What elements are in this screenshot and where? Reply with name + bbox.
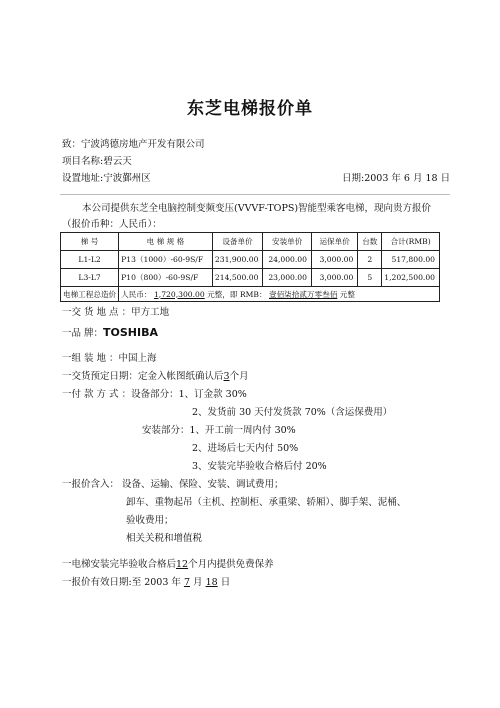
intro-line-2: （报价币种：人民币）：: [62, 219, 162, 230]
install-term-1: 安装部分：1、开工前一周内付 30%: [142, 425, 296, 436]
table-header-row: [61, 233, 440, 251]
total-mid: 元整，即 RMB：: [207, 289, 267, 299]
total-prefix: 人民币：: [121, 289, 152, 299]
brand-value: TOSHIBA: [103, 326, 159, 339]
cell-transport-price: 3,000.00: [311, 251, 357, 269]
validity-post: 日: [220, 577, 231, 588]
validity: [62, 574, 230, 588]
total-amount: 1,720,300.00: [153, 289, 205, 299]
warranty: [62, 556, 274, 570]
cell-elevator-no: L3-L7: [61, 269, 119, 287]
warranty-months: 12: [176, 559, 189, 570]
cell-qty: 5: [358, 269, 382, 287]
total-row: [61, 287, 440, 302]
col-transport-price: 运保单价: [311, 233, 357, 251]
document-title: 东芝电梯报价单: [187, 99, 313, 119]
cell-transport-price: 3,000.00: [311, 269, 357, 287]
cell-equipment-price: 214,500.00: [212, 269, 263, 287]
total-suffix: 元整: [339, 289, 355, 299]
includes-line-4: 相关关税和增值税: [126, 533, 203, 544]
divider: [60, 194, 450, 195]
delivery-date-months: 3: [223, 371, 230, 382]
table-row: [61, 269, 440, 287]
col-qty: 台数: [358, 233, 382, 251]
includes-label: 一报价含入： 设备、运输、保险、安装、调试费用；: [62, 479, 284, 490]
quote-date: 日期:2003 年 6 月 18 日: [342, 173, 451, 184]
cell-spec: P10（800）-60-9S/F: [119, 269, 213, 287]
validity-mid: 月: [193, 577, 203, 588]
cell-equipment-price: 231,900.00: [212, 251, 263, 269]
col-equipment-price: 设备单价: [212, 233, 263, 251]
total-label: 电梯工程总造价: [61, 287, 119, 302]
brand-label: 一品 牌：: [62, 328, 104, 339]
col-spec: 电 梯 规 格: [119, 233, 213, 251]
cell-elevator-no: L1-L2: [61, 251, 119, 269]
cell-qty: 2: [358, 251, 382, 269]
price-table: [60, 232, 440, 302]
col-install-price: 安装单价: [263, 233, 312, 251]
warranty-pre: 一电梯安装完毕验收合格后: [62, 559, 177, 570]
table-row: [61, 251, 440, 269]
validity-pre: 一报价有效日期:至 2003 年: [62, 577, 181, 588]
delivery-date: [62, 368, 249, 382]
cell-spec: P13（1000）-60-9S/F: [119, 251, 213, 269]
recipient: 致：宁波鸿德房地产开发有限公司: [62, 139, 205, 150]
intro-line-1: 本公司提供东芝全电脑控制变频变压(VVVF-TOPS)智能型乘客电梯，现向贵方报价: [82, 203, 432, 214]
delivery-date-pre: 一交货预定日期：定金入帐图纸确认后: [62, 371, 224, 382]
warranty-post: 个月内提供免费保养: [188, 559, 274, 570]
total-words: 壹佰柒拾贰万零叁佰: [269, 289, 338, 299]
includes-line-2: 卸车、重物起吊（主机、控制柜、承重梁、轿厢）、脚手架、泥桶、: [126, 497, 407, 508]
install-term-3: 3、安装完毕验收合格后付 20%: [192, 461, 327, 472]
cell-install-price: 23,000.00: [263, 269, 312, 287]
cell-total: 1,202,500.00: [382, 269, 440, 287]
includes-line-3: 验收费用；: [126, 515, 174, 526]
total-amount-cell: [119, 287, 440, 302]
payment-term-2: 2、发货前 30 天付发货款 70%（含运保费用）: [192, 407, 393, 418]
cell-install-price: 24,000.00: [263, 251, 312, 269]
delivery-date-post: 个月: [229, 371, 249, 382]
cell-total: 517,800.00: [382, 251, 440, 269]
col-elevator-no: 梯 号: [61, 233, 119, 251]
assembly-place: 一组 装 地 ：中国上海: [62, 353, 157, 364]
delivery-place: 一交 货 地 点 ：甲方工地: [62, 307, 170, 318]
install-term-2: 2、进场后七天内付 50%: [192, 443, 299, 454]
install-address: 设置地址:宁波鄞州区: [62, 173, 151, 184]
payment-terms: 一付 款 方 式 ：设备部分：1、订金款 30%: [62, 389, 247, 400]
col-total: 合计(RMB): [382, 233, 440, 251]
validity-day: 18: [205, 577, 218, 588]
project-name: 项目名称:碧云天: [62, 156, 132, 167]
validity-month: 7: [183, 577, 190, 588]
brand-line: [62, 325, 158, 339]
